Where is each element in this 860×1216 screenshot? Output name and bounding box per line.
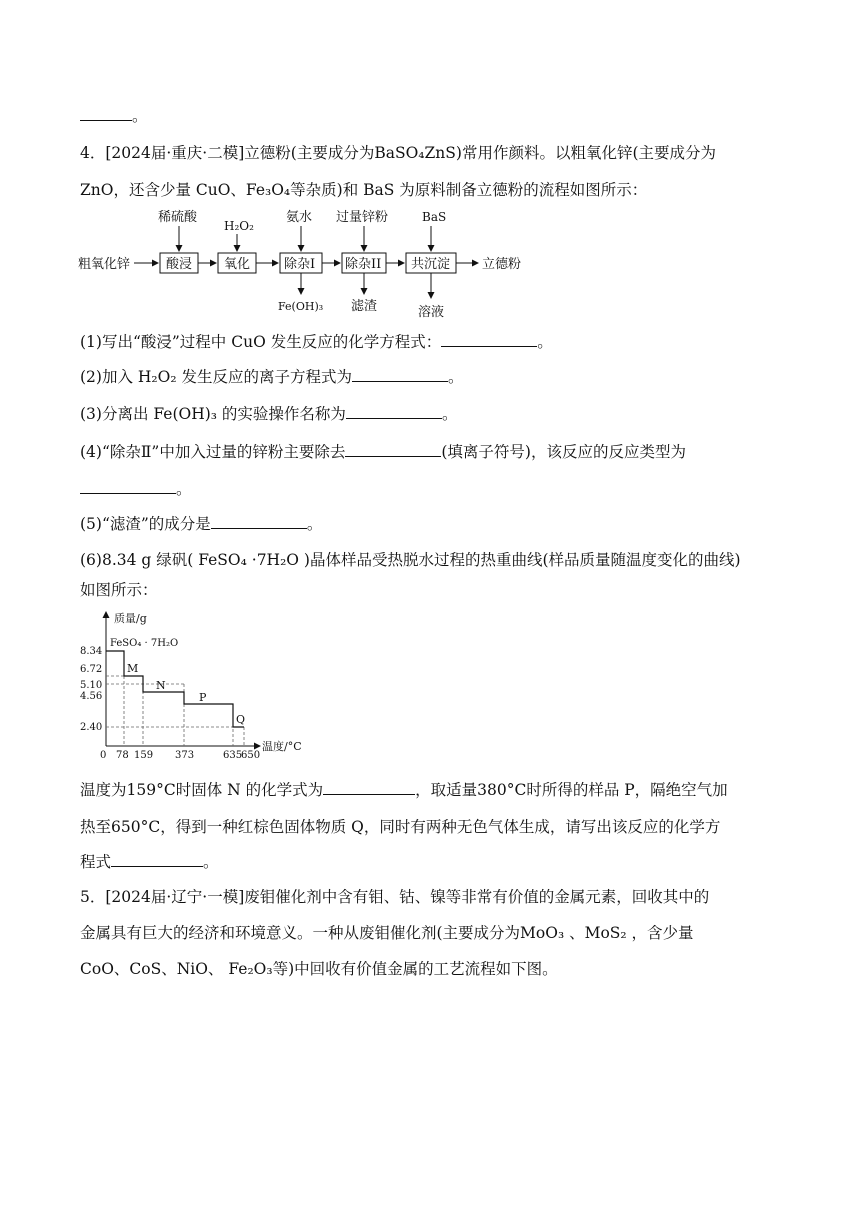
svg-text:酸浸: 酸浸 (166, 257, 193, 272)
q4-sub-6-d: 热至650°C，得到一种红棕色固体物质 Q，同时有两种无色气体生成，请写出该反应的化学方 (80, 818, 721, 836)
answer-blank (441, 331, 537, 347)
y-axis-label: 质量/g (114, 612, 147, 625)
label-m: M (127, 662, 139, 675)
answer-blank (345, 441, 441, 457)
q4-sub-3: (3)分离出 Fe(OH)₃ 的实验操作名称为 。 (80, 405, 458, 423)
flow-end: 立德粉 (482, 257, 522, 272)
q5-line-1: 5．[2024届·辽宁·一模]废钼催化剂中含有钼、钴、镍等非常有价值的金属元素，回收其中的 (80, 888, 710, 906)
q4-line-2: ZnO，还含少量 CuO、Fe₃O₄等杂质)和 BaS 为原料制备立德粉的流程如图所示： (80, 181, 648, 199)
flow-output-feoh3: Fe(OH)₃ (278, 300, 324, 313)
question-source: [2024届·辽宁·一模] (105, 888, 245, 906)
q4-sub-6: (6)8.34 g 绿矾( FeSO₄ ·7H₂O )晶体样品受热脱水过程的热重曲线(样品质量随温度变化的曲线) (80, 551, 741, 569)
x-tick: 373 (175, 750, 195, 760)
q4-sub-6-c: 温度为159°C时固体 N 的化学式为 ，取适量380°C时所得的样品 P，隔绝空气加 (80, 781, 728, 799)
y-tick: 4.56 (80, 691, 103, 702)
flow-output-solution: 溶液 (418, 305, 445, 320)
flow-start: 粗氧化锌 (78, 257, 131, 272)
question-source: [2024届·重庆·二模] (105, 144, 245, 162)
flow-output-residue: 滤渣 (351, 299, 378, 314)
q4-sub-1: (1)写出“酸浸”过程中 CuO 发生反应的化学方程式： 。 (80, 333, 553, 351)
svg-text:氧化: 氧化 (224, 257, 251, 272)
flow-input-ammonia: 氨水 (286, 210, 313, 225)
flow-step-coprecipitate (406, 253, 456, 273)
y-tick: 8.34 (80, 646, 103, 657)
label-green-vitriol: FeSO₄ · 7H₂O (110, 638, 179, 649)
q4-line-1: 4．[2024届·重庆·二模]立德粉(主要成分为BaSO₄ZnS)常用作颜料。以粗氧化锌(主要成分为 (80, 144, 716, 162)
svg-text:除杂I: 除杂I (284, 257, 316, 272)
answer-blank (80, 478, 176, 494)
y-tick: 5.10 (80, 680, 103, 691)
answer-blank (323, 779, 415, 795)
answer-blank (211, 513, 307, 529)
answer-blank (111, 851, 203, 867)
flow-input-sulfuric-acid: 稀硫酸 (158, 210, 198, 225)
q4-sub-2: (2)加入 H₂O₂ 发生反应的离子方程式为 。 (80, 368, 464, 386)
y-tick: 6.72 (80, 664, 103, 675)
q5-line-3: CoO、CoS、NiO、 Fe₂O₃等)中回收有价值金属的工艺流程如下图。 (80, 960, 558, 978)
answer-blank (352, 366, 448, 382)
flow-step-purify-2 (342, 253, 386, 273)
label-p: P (199, 691, 207, 704)
question-number: 4． (80, 144, 106, 162)
flow-input-bas: BaS (422, 210, 447, 224)
flow-step-oxidize (218, 253, 256, 273)
label-n: N (156, 679, 166, 692)
x-tick: 159 (134, 750, 154, 760)
thermogravimetric-curve (78, 608, 318, 760)
prev-answer-line: 。 (80, 104, 148, 126)
svg-text:共沉淀: 共沉淀 (411, 257, 451, 272)
label-q: Q (236, 713, 246, 726)
q4-sub-6-e: 程式 。 (80, 853, 219, 871)
question-number: 5． (80, 888, 106, 906)
x-tick: 635 (223, 750, 243, 760)
formula-lithopone: BaSO₄ZnS (374, 144, 456, 162)
answer-blank (346, 403, 442, 419)
svg-text:除杂II: 除杂II (345, 257, 382, 272)
flow-step-acid-leach (160, 253, 198, 273)
q4-sub-6-b: 如图所示： (80, 581, 158, 599)
q4-sub-4: (4)“除杂Ⅱ”中加入过量的锌粉主要除去 (填离子符号)，该反应的反应类型为 (80, 443, 686, 461)
q4-sub-5: (5)“滤渣”的成分是 。 (80, 515, 323, 533)
flow-step-purify-1 (280, 253, 322, 273)
q4-sub-4-cont: 。 (80, 477, 192, 499)
flow-input-zinc: 过量锌粉 (336, 210, 389, 225)
origin-label: 0 (100, 750, 107, 760)
x-tick: 78 (116, 750, 129, 760)
answer-blank (80, 105, 132, 121)
x-axis-label: 温度/°C (262, 740, 302, 753)
process-flow-diagram (78, 208, 538, 320)
y-tick: 2.40 (80, 722, 103, 733)
flow-input-h2o2: H₂O₂ (224, 219, 254, 233)
q5-line-2: 金属具有巨大的经济和环境意义。一种从废钼催化剂(主要成分为MoO₃ 、MoS₂ ，含少量 (80, 924, 694, 942)
x-tick: 650 (241, 750, 261, 760)
